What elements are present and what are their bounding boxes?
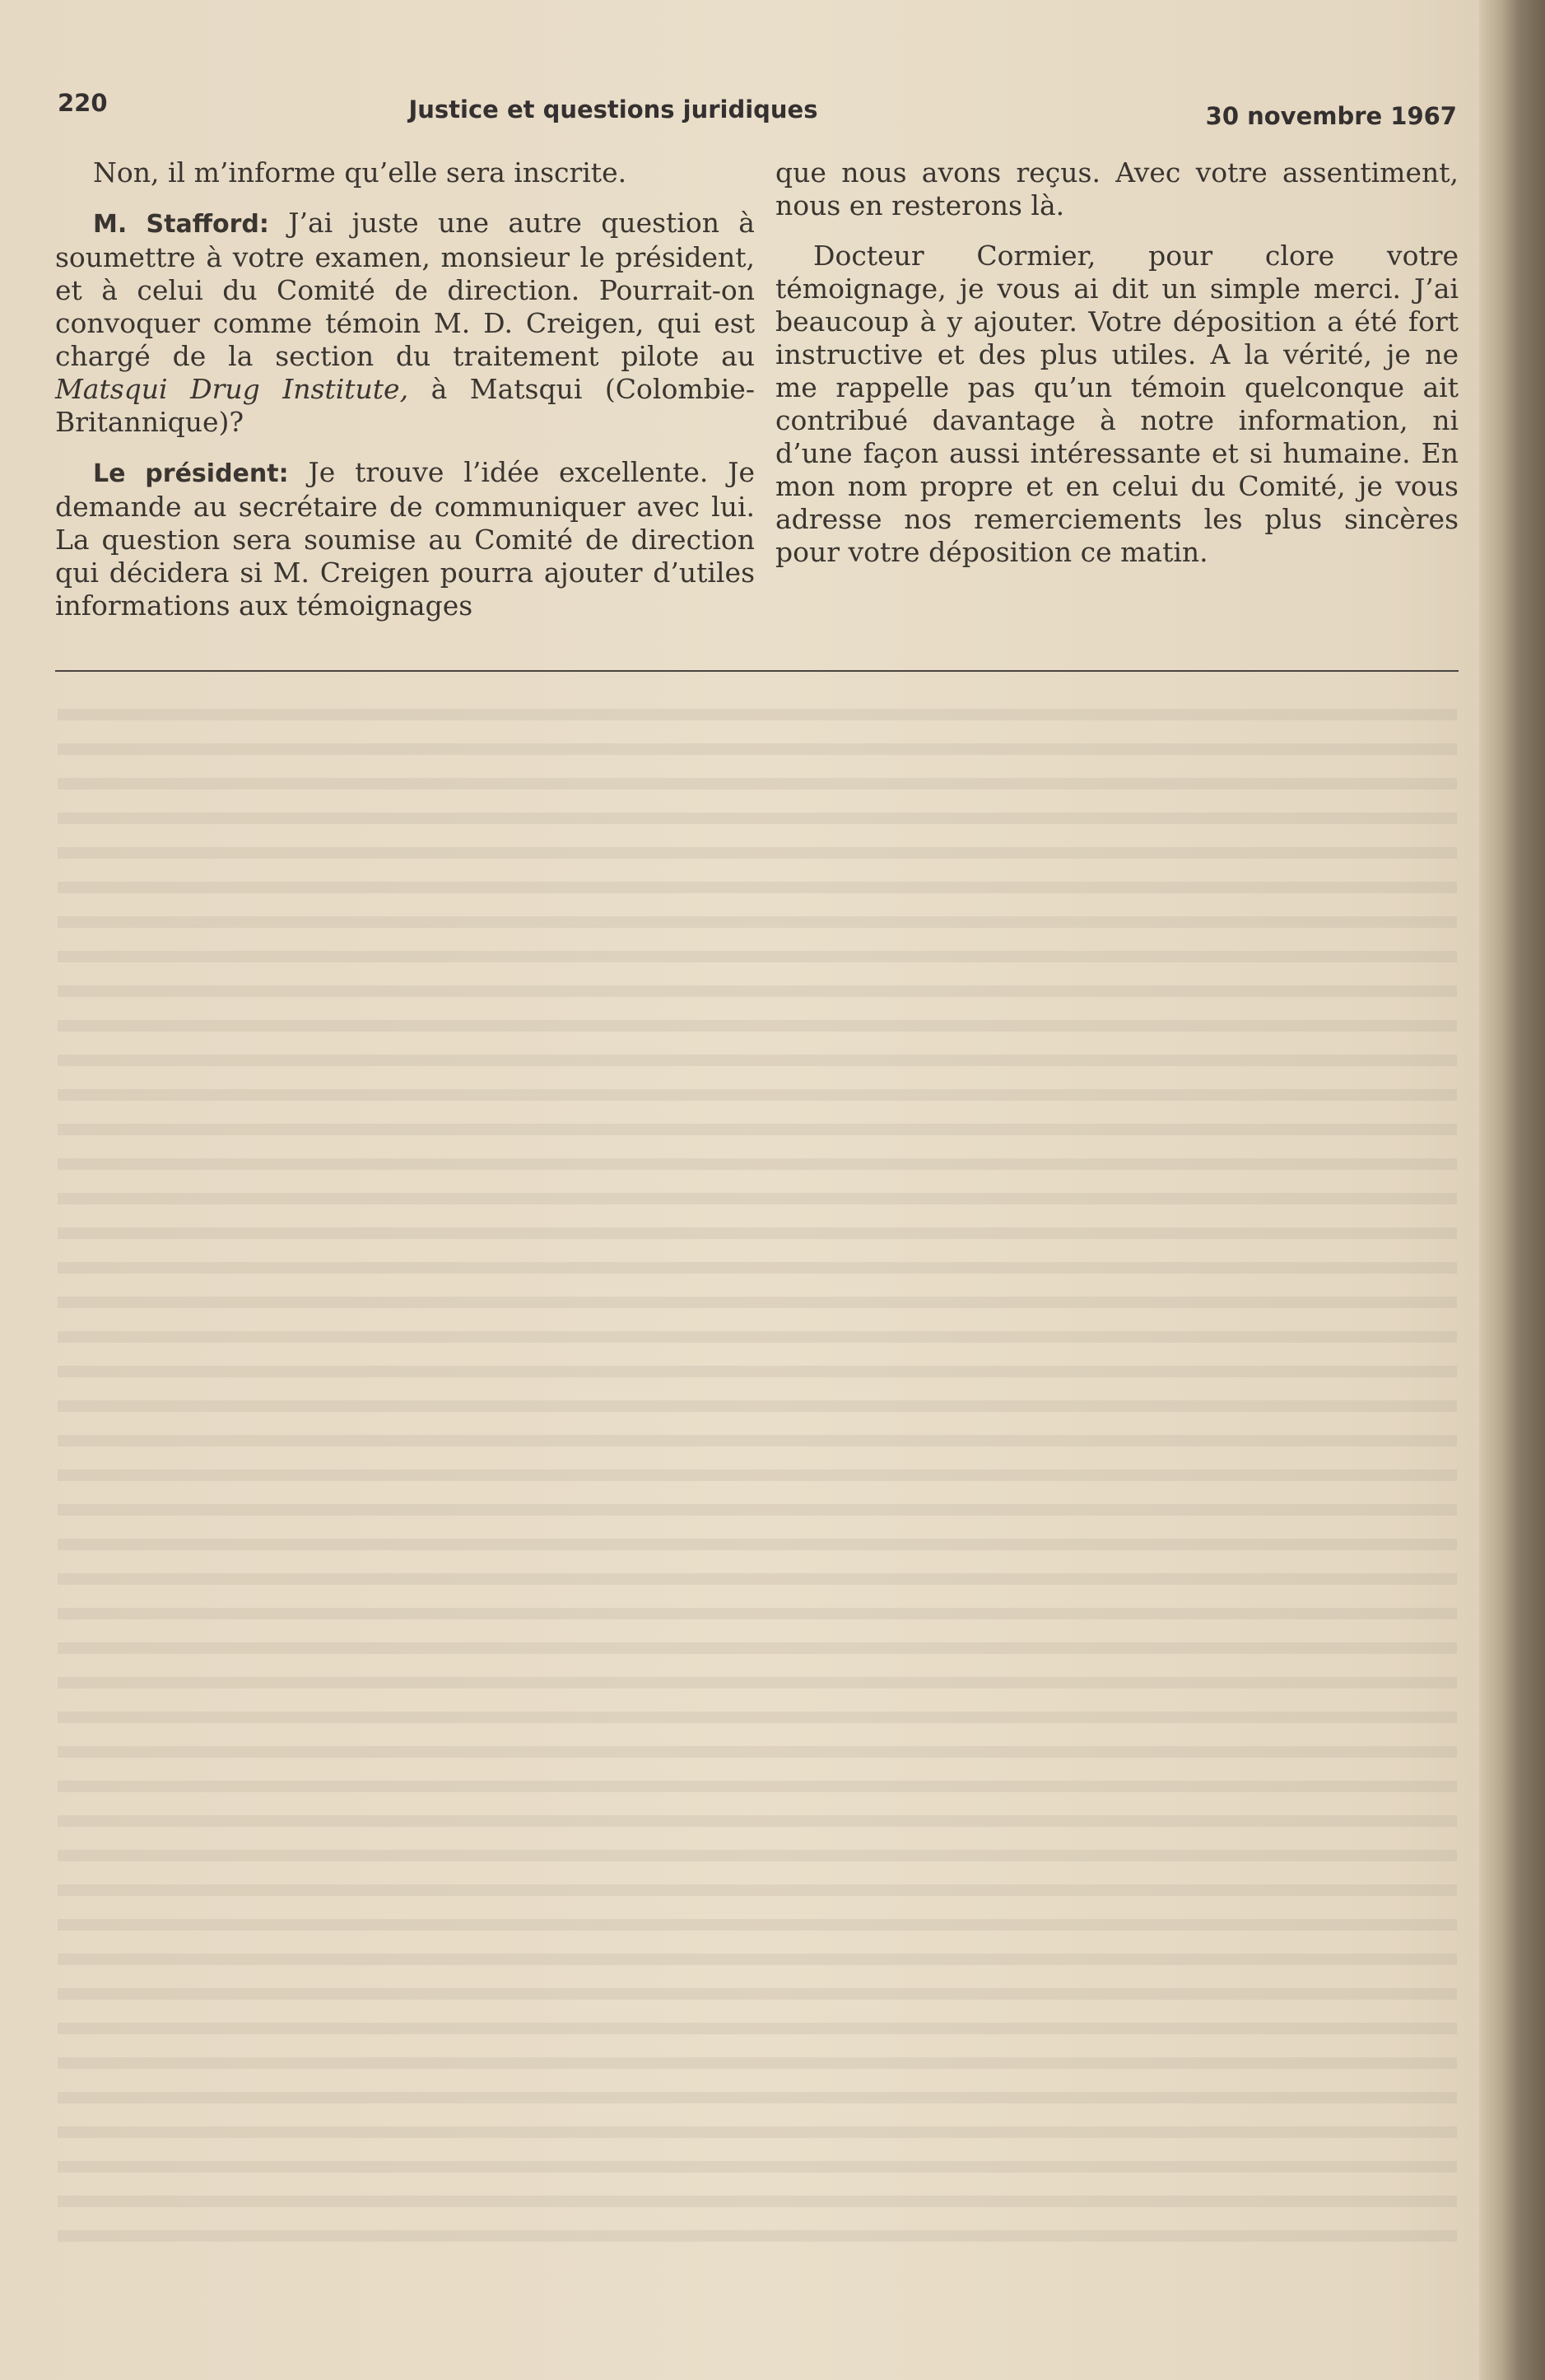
speaker-name: M. Stafford:	[93, 210, 269, 239]
left-column	[55, 156, 755, 640]
bleed-through-area	[58, 696, 1457, 2260]
section-divider	[55, 670, 1459, 672]
page-number: 220	[58, 89, 108, 117]
speaker-name: Le président:	[93, 459, 289, 488]
binding-edge	[1479, 0, 1545, 2380]
paragraph-text: J’ai juste une autre question à soumettre à votre examen, monsieur le président, et à celui du Comité de direction. Pourrait-on convoquer comme témoin M. D. Creigen, qui est chargé de la section du traitement pilote au	[55, 207, 755, 372]
paragraph: Non, il m’informe qu’elle sera inscrite.	[93, 156, 627, 189]
paragraph-text: à Matsqui (Colombie-Britannique)?	[55, 373, 755, 438]
institution-name: Matsqui Drug Institute,	[55, 373, 409, 405]
right-column	[775, 156, 1459, 586]
paragraph	[55, 207, 755, 439]
header-date: 30 novembre 1967	[1205, 102, 1457, 130]
paragraph-text: Je trouve l’idée excellente. Je demande au secrétaire de communiquer avec lui. La question sera soumise au Comité de direction qui décidera si M. Creigen pourra ajouter d’utiles informations aux témoignages	[55, 456, 755, 622]
paragraph: que nous avons reçus. Avec votre assentiment, nous en resterons là.	[775, 156, 1459, 221]
page-header	[58, 89, 1457, 130]
paragraph: Docteur Cormier, pour clore votre témoignage, je vous ai dit un simple merci. J’ai beaucoup à y ajouter. Votre déposition a été fort instructive et des plus utiles. A la vérité, je ne me rappelle pas qu’un témoin quelconque ait contribué davantage à notre information, ni d’une façon aussi intéressante et si humaine. En mon nom propre et en celui du Comité, je vous adresse nos remerciements les plus sincères pour votre déposition ce matin.	[775, 240, 1459, 568]
running-title: Justice et questions juridiques	[408, 95, 818, 123]
paragraph	[55, 456, 755, 622]
